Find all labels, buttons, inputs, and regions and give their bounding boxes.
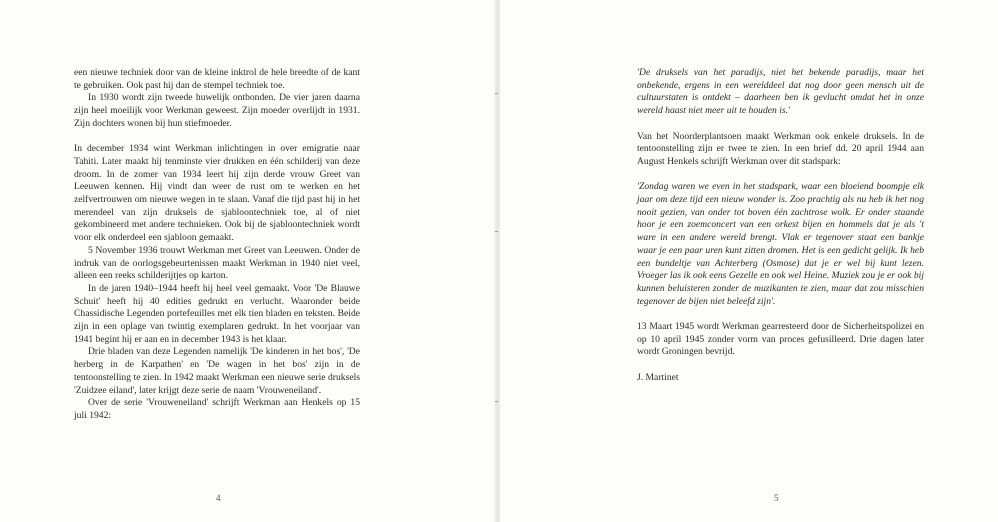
paragraph: Drie bladen van deze Legenden namelijk 'De kinderen in het bos', 'De herberg in de Karpathen' en 'De wagen in het bos' zijn in de tentoonstelling te zien. In 1942 maakt Werkman een nieuwe serie druksels 'Zuidzee eiland', later krijgt deze serie de naam 'Vrouweneiland'.: [74, 346, 360, 396]
left-page-text: [74, 67, 360, 423]
left-page: [0, 0, 497, 522]
paragraph: 5 November 1936 trouwt Werkman met Greet van Leeuwen. Onder de indruk van de oorlogsgebeurtenissen maakt Werkman in 1940 niet veel, alleen een reeks schilderijtjes op karton.: [74, 244, 360, 282]
quote-paragraph: 'Zondag waren we even in het stadspark, waar een bloeiend boompje elk jaar om deze tijd een nieuw wonder is. Zoo prachtig als nu heb ik het nog nooit gezien, van onder tot boven één zachtrose wolk. Er onder staande hoor je een zoemconcert van een orkest bijen en hommels dat je als 't ware in een andere wereld brengt. Vlak er tegenover staat een bankje waar je een paar uren kunt zitten dromen. Het is een gedicht gelijk. Ik heb een bundeltje van Achterberg (Osmose) dat je er wel bij kunt lezen. Vroeger las ik ook eens Gezelle en ook wel Heine. Muziek zou je er ook bij kunnen beluisteren zonder de muzikanten te zien, maar dat zou misschien tegenover de bijen niet beleefd zijn'.: [637, 181, 924, 307]
paragraph: 13 Maart 1945 wordt Werkman gearresteerd door de Sicherheitspolizei en op 10 april 1945 zonder vorm van proces gefusilleerd. Drie dagen later wordt Groningen bevrijd.: [637, 321, 924, 358]
binding-mark: [495, 401, 498, 402]
paragraph: In de jaren 1940–1944 heeft hij heel veel gemaakt. Voor 'De Blauwe Schuit' heeft hij 40 edities gedrukt en verlucht. Waaronder beide Chassidische Legenden portefeuilles met elk tien bladen en teksten. Beide zijn in een oplage van twintig exemplaren gedrukt. In het voorjaar van 1941 begint hij er aan en in december 1943 is het klaar.: [74, 282, 360, 345]
paragraph: In december 1934 wint Werkman inlichtingen in over emigratie naar Tahiti. Later maakt hij tenminste vier drukken en één schilderij van deze droom. In de zomer van 1934 leert hij zijn derde vrouw Greet van Leeuwen kennen. Hij vindt dan weer de rust om te werken en het zelfvertrouwen om nieuwe wegen in te slaan. Vanaf die tijd past hij in het merendeel van zijn druksels de sjabloontechniek toe, al of niet gekombineerd met andere technieken. Ook bij de sjabloontechniek wordt voor elk onderdeel een sjabloon gemaakt.: [74, 143, 360, 244]
right-page-text: [637, 67, 924, 385]
binding-mark: [495, 93, 498, 94]
paragraph: Over de serie 'Vrouweneiland' schrijft Werkman aan Henkels op 15 juli 1942:: [74, 397, 360, 421]
quote-paragraph: 'De druksels van het paradijs, niet het bekende paradijs, maar het onbekende, ergens in een werelddeel dat nog door geen mensch uit de cultuurstaten is ontdekt – daarheen ben ik gevlucht omdat het in onze wereld haast niet meer uit te houden is.': [637, 67, 924, 117]
page-number: 5: [774, 493, 779, 503]
author-signature: J. Martinet: [637, 371, 679, 383]
binding-mark: [495, 231, 498, 232]
page-number: 4: [216, 493, 221, 503]
right-page: [500, 0, 998, 522]
paragraph: Van het Noorderplantsoen maakt Werkman ook enkele druksels. In de tentoonstelling zijn er twee te zien. In een brief dd. 20 april 1944 aan August Henkels schrijft Werkman over dit stadspark:: [637, 130, 924, 167]
paragraph: In 1930 wordt zijn tweede huwelijk ontbonden. De vier jaren daarna zijn heel moeilijk voor Werkman geweest. Zijn moeder overlijdt in 1931. Zijn dochters wonen bij hun stiefmoeder.: [74, 92, 360, 129]
paragraph: een nieuwe techniek door van de kleine inktrol de hele breedte of de kant te gebruiken. Ook past hij dan de stempel techniek toe.: [74, 67, 360, 91]
